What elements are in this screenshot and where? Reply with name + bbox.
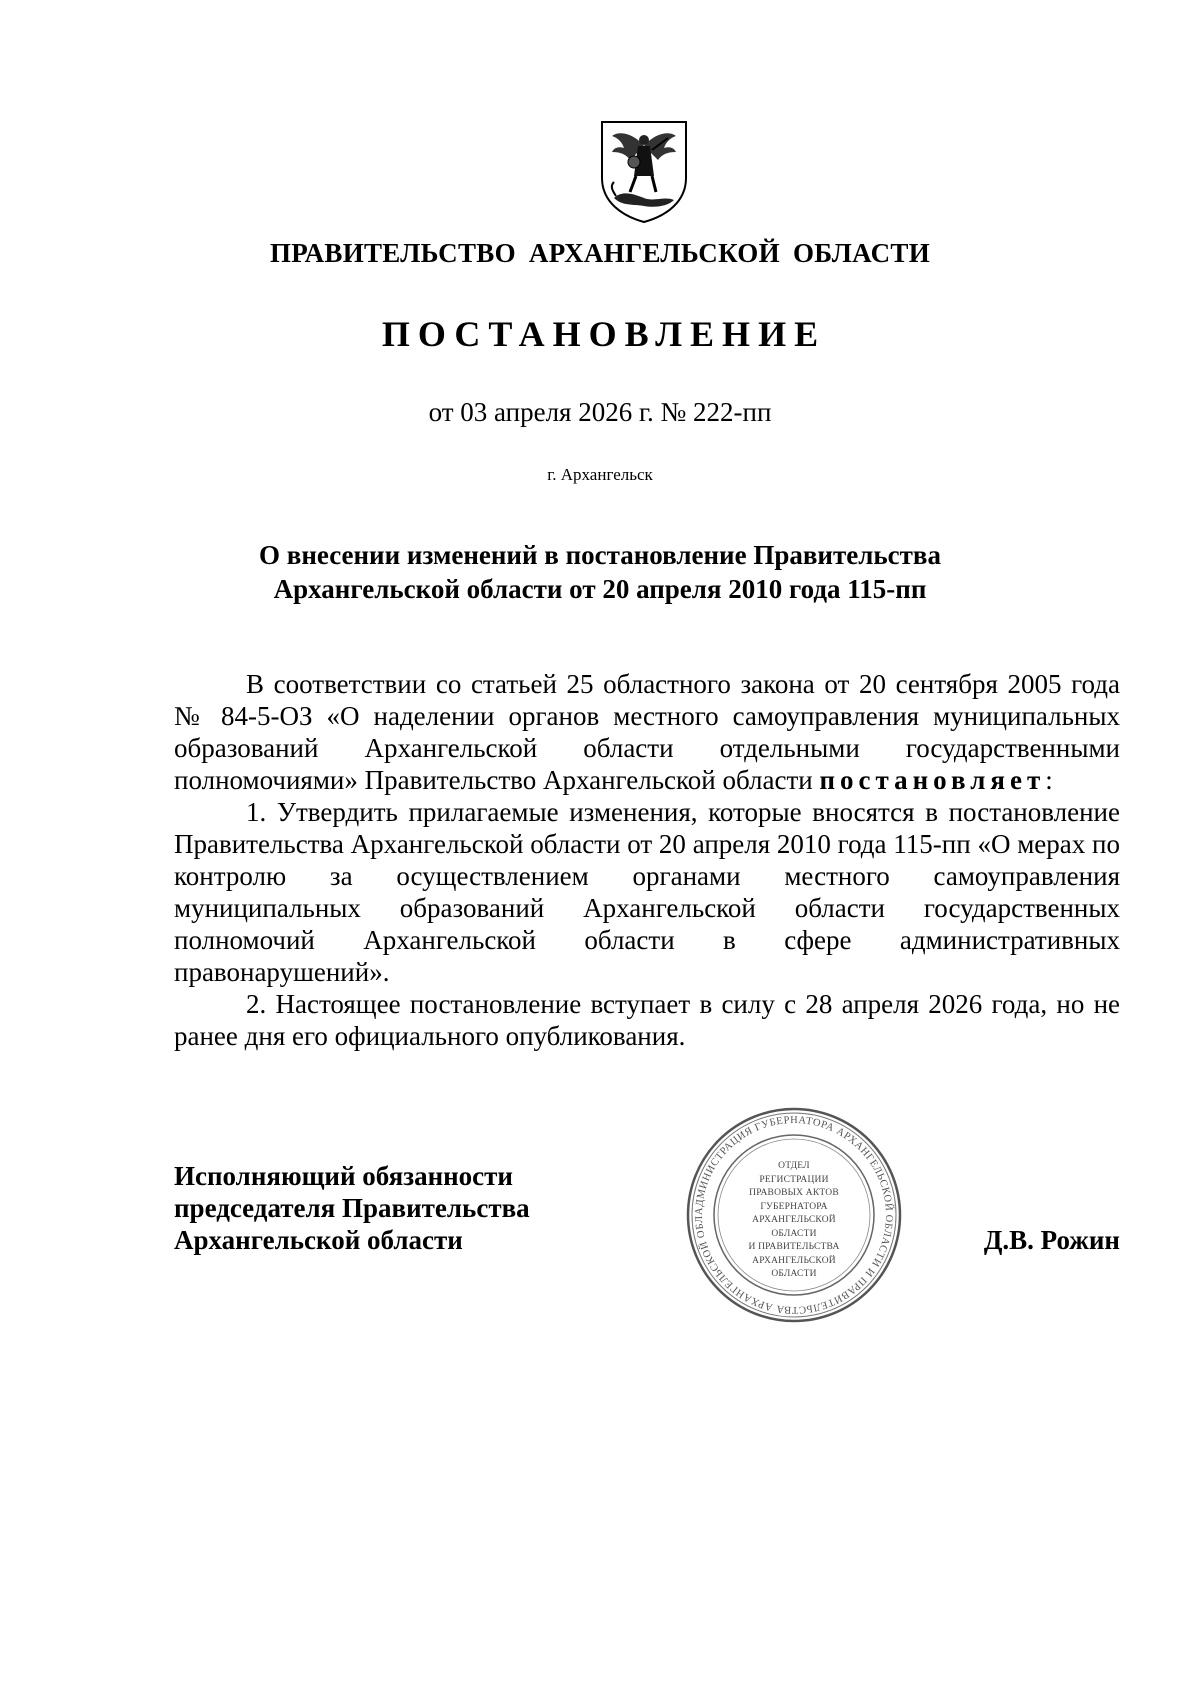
item-paragraph-2: 2. Настоящее постановление вступает в силу с 28 апреля 2026 года, но не ранее дня его официального опубликования. xyxy=(174,989,1120,1051)
signatory-position-line: Архангельской области xyxy=(174,1225,463,1255)
subject-line: О внесении изменений в постановление Правительства xyxy=(259,540,941,570)
preamble-paragraph xyxy=(174,668,1120,796)
preamble-end: : xyxy=(1045,765,1053,795)
seal-center-line: ОБЛАСТИ xyxy=(771,1269,817,1279)
document-date-number: от 03 апреля 2026 г. № 222-пп xyxy=(428,397,772,427)
seal-center-line: АРХАНГЕЛЬСКОЙ xyxy=(752,1215,836,1225)
arkhangelsk-coat-of-arms-icon xyxy=(596,116,692,226)
signatory-position-line: Исполняющий обязанности xyxy=(174,1161,513,1191)
document-city: г. Архангельск xyxy=(547,465,653,484)
signatory-position xyxy=(174,1160,594,1256)
item-paragraph-1: 1. Утвердить прилагаемые изменения, которые вносятся в постановление Правительства Архангельской области от 20 апреля 2010 года 115-пп «О мерах по контролю за осуществлением органами местного самоуправления муниципальных образований Архангельской области государственных полномочий Архангельской области в сфере административных правонарушений». xyxy=(174,797,1120,987)
seal-center-line: АРХАНГЕЛЬСКОЙ xyxy=(752,1255,836,1266)
seal-center-line: ОТДЕЛ xyxy=(778,1161,810,1171)
document-body xyxy=(174,668,1120,1052)
seal-center-line: ПРАВОВЫХ АКТОВ xyxy=(749,1188,839,1198)
seal-center-line: И ПРАВИТЕЛЬСТВА xyxy=(748,1242,840,1252)
signatory-name: Д.В. Рожин xyxy=(983,1225,1120,1255)
document-type: ПОСТАНОВЛЕНИЕ xyxy=(381,314,827,354)
preamble-emphasis: постановляет xyxy=(819,765,1046,795)
organization-title: ПРАВИТЕЛЬСТВО АРХАНГЕЛЬСКОЙ ОБЛАСТИ xyxy=(269,238,931,268)
official-round-seal-icon xyxy=(684,1105,904,1325)
document-subject xyxy=(0,538,1200,606)
seal-center-line: ГУБЕРНАТОРА xyxy=(760,1201,828,1212)
subject-line: Архангельской области от 20 апреля 2010 года 115-пп xyxy=(273,574,927,604)
signatory-position-line: председателя Правительства xyxy=(174,1193,530,1223)
seal-center-text xyxy=(729,1160,859,1282)
seal-center-line: ОБЛАСТИ xyxy=(771,1228,817,1239)
seal-center-line: РЕГИСТРАЦИИ xyxy=(759,1174,829,1185)
preamble-text: В соответствии со статьей 25 областного закона от 20 сентября 2005 года № 84-5-ОЗ «О наделении органов местного самоуправления муниципальных образований Архангельской области отдельными государственными полномочиями» Правительство Архангельской области xyxy=(174,669,1120,795)
seal-ring-text: АДМИНИСТРАЦИЯ ГУБЕРНАТОРА АРХАНГЕЛЬСКОЙ ОБЛАСТИ И ПРАВИТЕЛЬСТВА АРХАНГЕЛЬСКОЙ ОБЛ xyxy=(693,1114,895,1316)
